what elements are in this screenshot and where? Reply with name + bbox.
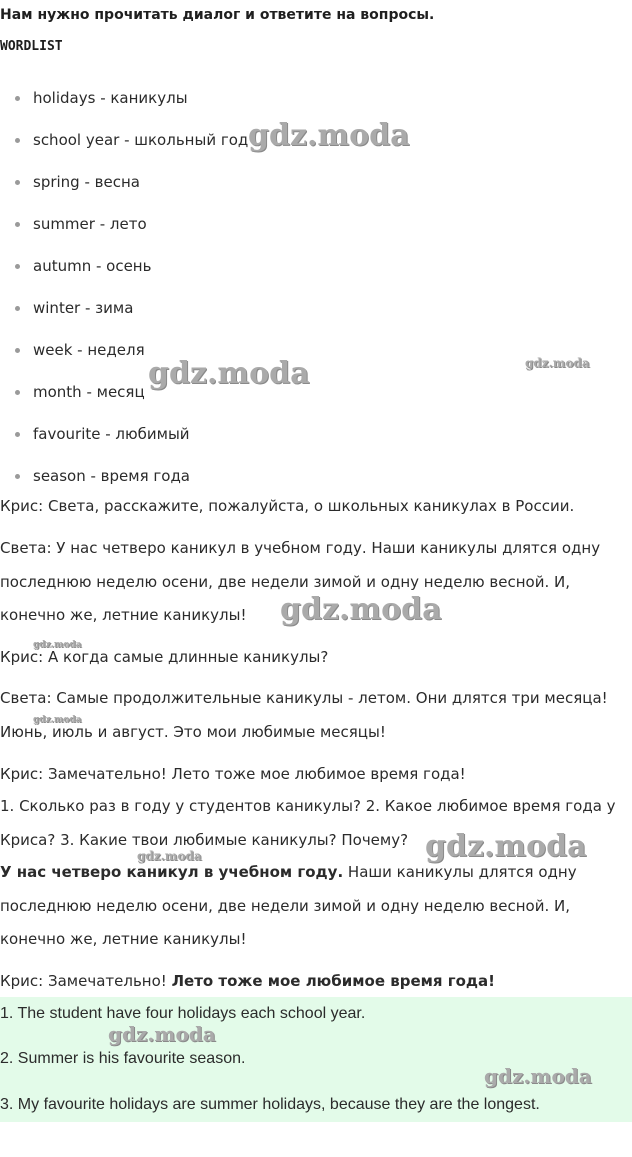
list-item: holidays - каникулы [0, 86, 248, 128]
wordlist [0, 86, 248, 506]
watermark: gdz.moda [248, 118, 410, 153]
question-line: Криса? 3. Какие твои любимые каникулы? Почему? [0, 831, 409, 849]
dialog-line: Крис: Света, расскажите, пожалуйста, о школьных каникулах в России. [0, 497, 575, 515]
list-item: spring - весна [0, 170, 248, 212]
task-heading: Нам нужно прочитать диалог и ответите на вопросы. [0, 7, 435, 23]
list-item: week - неделя [0, 338, 248, 380]
watermark: gdz.moda [525, 356, 590, 370]
list-item: summer - лето [0, 212, 248, 254]
list-item: school year - школьный год [0, 128, 248, 170]
dialog-line: Крис: А когда самые длинные каникулы? [0, 648, 329, 666]
dialog-line: Июнь, июль и август. Это мои любимые месяцы! [0, 723, 386, 741]
list-item: autumn - осень [0, 254, 248, 296]
list-item: month - месяц [0, 380, 248, 422]
highlight-bold: У нас четверо каникул в учебном году. [0, 863, 344, 881]
dialog-line: Света: Самые продолжительные каникулы - летом. Они длятся три месяца! [0, 689, 608, 707]
highlight-line: последнюю неделю осени, две недели зимой и одну неделю весной. И, [0, 897, 570, 915]
watermark: gdz.moda [137, 849, 202, 863]
watermark: gdz.moda [484, 1064, 592, 1088]
watermark: gdz.moda [425, 829, 587, 864]
highlight-line: конечно же, летние каникулы! [0, 930, 247, 948]
answer-box [0, 997, 632, 1122]
list-item: favourite - любимый [0, 422, 248, 464]
dialog-line: последнюю неделю осени, две недели зимой и одну неделю весной. И, [0, 573, 570, 591]
highlight-line [0, 972, 495, 990]
answer-line: 1. The student have four holidays each school year. [0, 1005, 366, 1022]
watermark: gdz.moda [33, 715, 82, 725]
watermark: gdz.moda [148, 356, 310, 391]
dialog-line: Света: У нас четверо каникул в учебном году. Наши каникулы длятся одну [0, 539, 601, 557]
dialog-line: конечно же, летние каникулы! [0, 606, 247, 624]
watermark: gdz.moda [280, 592, 442, 627]
answer-line: 3. My favourite holidays are summer holidays, because they are the longest. [0, 1096, 540, 1113]
question-line: 1. Сколько раз в году у студентов каникулы? 2. Какое любимое время года у [0, 797, 616, 815]
highlight-bold: Лето тоже мое любимое время года! [171, 972, 495, 990]
list-item: winter - зима [0, 296, 248, 338]
highlight-plain: Крис: Замечательно! [0, 972, 172, 990]
watermark: gdz.moda [33, 640, 82, 650]
answer-line: 2. Summer is his favourite season. [0, 1050, 246, 1067]
watermark: gdz.moda [108, 1022, 216, 1046]
highlight-line [0, 863, 577, 881]
wordlist-title: WORDLIST [0, 39, 63, 54]
dialog-line: Крис: Замечательно! Лето тоже мое любимое время года! [0, 765, 466, 783]
list-item: season - время года [0, 464, 248, 506]
highlight-rest: Наши каникулы длятся одну [343, 863, 577, 881]
